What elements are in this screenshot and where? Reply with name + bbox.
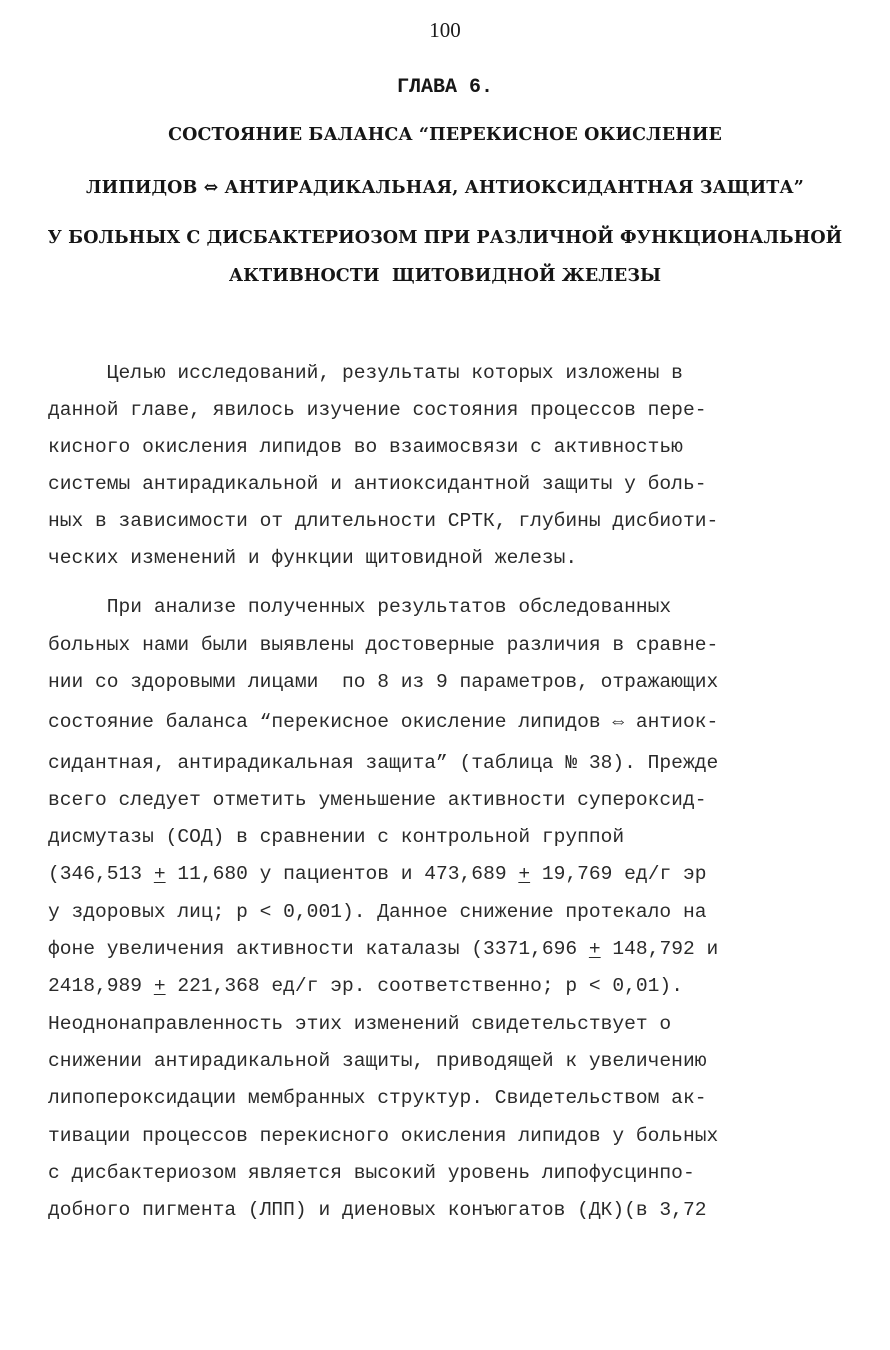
text-line: При анализе полученных результатов обследованных [48,596,672,618]
text-line: всего следует отметить уменьшение активности супероксид- [48,789,707,811]
plus-minus-sign: + [518,863,531,885]
text-line: больных нами были выявлены достоверные различия в сравне- [48,634,719,656]
title-line-1: СОСТОЯНИЕ БАЛАНСА “ПЕРЕКИСНОЕ ОКИСЛЕНИЕ [168,125,722,145]
text-line: состояние баланса “перекисное окисление липидов ⇔ антиок- [48,711,719,733]
text-line: системы антирадикальной и антиоксидантной защиты у боль- [48,473,707,495]
text-line: добного пигмента (ЛПП) и диеновых конъюгатов (ДК)(в 3,72 [48,1199,707,1221]
text-line: кисного окисления липидов во взаимосвязи с активностью [48,436,683,458]
text-line: нии со здоровыми лицами по 8 из 9 параметров, отражающих [48,671,719,693]
text-line: данной главе, явилось изучение состояния процессов пере- [48,399,707,421]
text-line: снижении антирадикальной защиты, приводящей к увеличению [48,1050,707,1072]
text-line: дисмутазы (СОД) в сравнении с контрольной группой [48,826,625,848]
plus-minus-sign: + [153,975,166,997]
text-line: ных в зависимости от длительности СРТК, глубины дисбиоти- [48,510,719,532]
text-line: сидантная, антирадикальная защита” (таблица № 38). Прежде [48,752,719,774]
chapter-heading: ГЛАВА 6. [396,76,493,99]
text-line: (346,513 + 11,680 у пациентов и 473,689 + 19,769 ед/г эр [48,863,707,885]
title-line-4: АКТИВНОСТИ ЩИТОВИДНОЙ ЖЕЛЕЗЫ [228,266,662,286]
page-number: 100 [429,18,461,42]
title-line-2: ЛИПИДОВ ⇔ АНТИРАДИКАЛЬНАЯ, АНТИОКСИДАНТНАЯ ЗАЩИТА” [86,178,804,198]
plus-minus-sign: + [153,863,166,885]
text-line: с дисбактериозом является высокий уровень липофусцинпо- [48,1162,695,1184]
text-line: Целью исследований, результаты которых изложены в [48,362,683,384]
plus-minus-sign: + [588,938,601,960]
text-line: фоне увеличения активности каталазы (3371,696 + 148,792 и [48,938,719,960]
text-line: ческих изменений и функции щитовидной железы. [48,547,578,569]
text-line: липопероксидации мембранных структур. Свидетельством ак- [48,1087,707,1109]
text-line: 2418,989 + 221,368 ед/г эр. соответственно; р < 0,01). [48,975,683,997]
title-line-3: У БОЛЬНЫХ С ДИСБАКТЕРИОЗОМ ПРИ РАЗЛИЧНОЙ ФУНКЦИОНАЛЬНОЙ [47,228,843,248]
text-line: у здоровых лиц; р < 0,001). Данное снижение протекало на [48,901,707,923]
text-line: тивации процессов перекисного окисления липидов у больных [48,1125,719,1147]
text-line: Неоднонаправленность этих изменений свидетельствует о [48,1013,672,1035]
